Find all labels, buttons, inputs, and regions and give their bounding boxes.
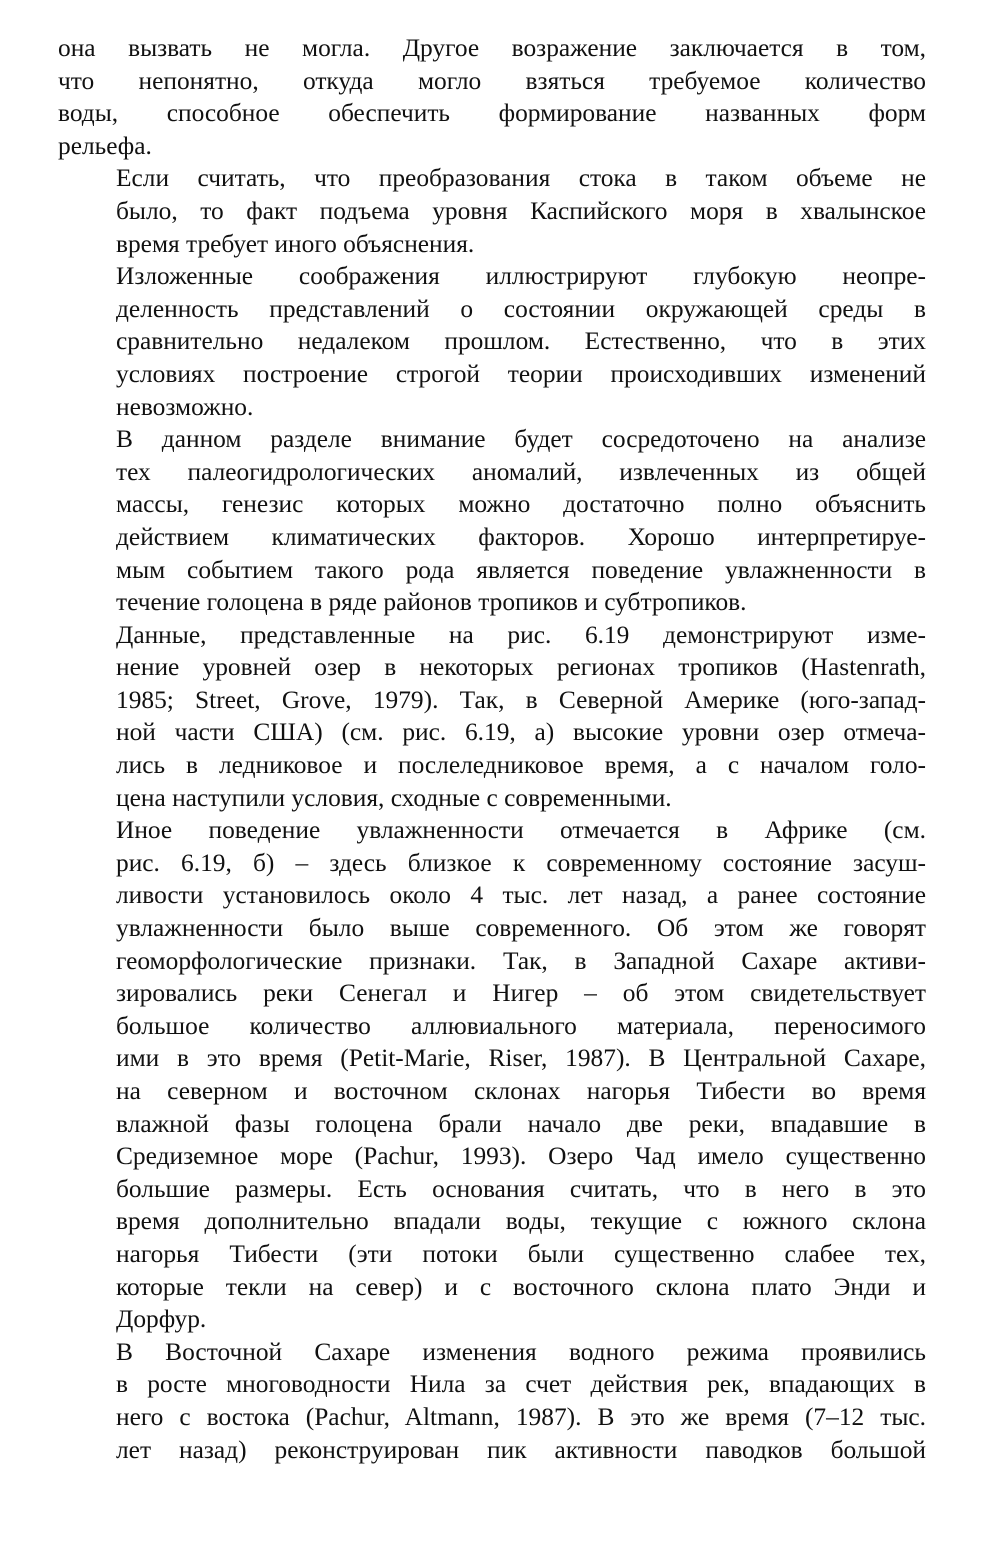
text-line: большое количество аллювиального материала, переносимого: [116, 1011, 926, 1040]
text-line: что непонятно, откуда могло взяться требуемое количество: [58, 66, 926, 95]
text-line: нение уровней озер в некоторых регионах тропиков (Hastenrath,: [116, 653, 926, 682]
paragraph: [58, 162, 926, 260]
text-line: увлажненности было выше современного. Об этом же говорят: [116, 914, 926, 943]
text-line: геоморфологические признаки. Так, в Западной Сахаре активи-: [116, 946, 926, 975]
text-line: мым событием такого рода является поведение увлажненности в: [116, 555, 926, 584]
text-line: деленность представлений о состоянии окружающей среды в: [116, 294, 926, 323]
text-line: Иное поведение увлажненности отмечается в Африке (см.: [116, 816, 926, 845]
text-line: Данные, представленные на рис. 6.19 демонстрируют изме-: [116, 620, 926, 649]
text-line: невозможно.: [116, 392, 254, 421]
text-line: ливости установилось около 4 тыс. лет назад, а ранее состояние: [116, 881, 926, 910]
text-line: тех палеогидрологических аномалий, извлеченных из общей: [116, 457, 926, 486]
paragraph: [58, 260, 926, 423]
text-line: ими в это время (Petit-Marie, Riser, 1987). В Центральной Сахаре,: [116, 1044, 926, 1073]
text-line: Если считать, что преобразования стока в таком объеме не: [116, 164, 926, 193]
text-line: 1985; Street, Grove, 1979). Так, в Северной Америке (юго-запад-: [116, 685, 926, 714]
text-line: время требует иного объяснения.: [116, 229, 475, 258]
text-line: время дополнительно впадали воды, текущие с южного склона: [116, 1207, 926, 1236]
text-line: которые текли на север) и с восточного склона плато Энди и: [116, 1272, 926, 1301]
text-line: зировались реки Сенегал и Нигер – об этом свидетельствует: [116, 979, 926, 1008]
text-line: лись в ледниковое и послеледниковое время, а с началом голо-: [116, 751, 926, 780]
text-line: рис. 6.19, б) – здесь близкое к современному состояние засуш-: [116, 848, 926, 877]
text-line: Дорфур.: [116, 1305, 207, 1334]
text-line: цена наступили условия, сходные с современными.: [116, 783, 672, 812]
text-line: ной части США) (см. рис. 6.19, а) высокие уровни озер отмеча-: [116, 718, 926, 747]
text-line: В данном разделе внимание будет сосредоточено на анализе: [116, 425, 926, 454]
paragraph: [58, 814, 926, 1336]
document-page: [58, 32, 926, 1466]
text-line: воды, способное обеспечить формирование названных форм: [58, 99, 926, 128]
text-line: на северном и восточном склонах нагорья Тибести во время: [116, 1077, 926, 1105]
text-line: нагорья Тибести (эти потоки были существенно слабее тех,: [116, 1239, 926, 1268]
text-line: массы, генезис которых можно достаточно полно объяснить: [116, 490, 926, 519]
text-line: Средиземное море (Pachur, 1993). Озеро Чад имело существенно: [116, 1142, 926, 1171]
text-line: рельефа.: [58, 131, 152, 160]
text-line: условиях построение строгой теории происходивших изменений: [116, 359, 926, 388]
text-line: лет назад) реконструирован пик активности паводков большой: [116, 1435, 926, 1464]
text-line: было, то факт подъема уровня Каспийского моря в хвалынское: [116, 196, 926, 225]
text-line: сравнительно недалеком прошлом. Естественно, что в этих: [116, 327, 926, 356]
text-line: течение голоцена в ряде районов тропиков и субтропиков.: [116, 588, 747, 617]
text-line: действием климатических факторов. Хорошо интерпретируе-: [116, 522, 926, 551]
paragraph: [58, 32, 926, 162]
text-line: большие размеры. Есть основания считать, что в него в это: [116, 1174, 926, 1203]
text-line: она вызвать не могла. Другое возражение заключается в том,: [58, 34, 926, 62]
paragraph: [58, 423, 926, 619]
text-line: него с востока (Pachur, Altmann, 1987). В это же время (7–12 тыс.: [116, 1402, 926, 1431]
paragraph: [58, 1336, 926, 1466]
text-line: в росте многоводности Нила за счет действия рек, впадающих в: [116, 1370, 926, 1399]
paragraph: [58, 619, 926, 815]
text-line: В Восточной Сахаре изменения водного режима проявились: [116, 1337, 926, 1366]
text-line: Изложенные соображения иллюстрируют глубокую неопре-: [116, 262, 926, 291]
text-line: влажной фазы голоцена брали начало две реки, впадавшие в: [116, 1109, 926, 1138]
